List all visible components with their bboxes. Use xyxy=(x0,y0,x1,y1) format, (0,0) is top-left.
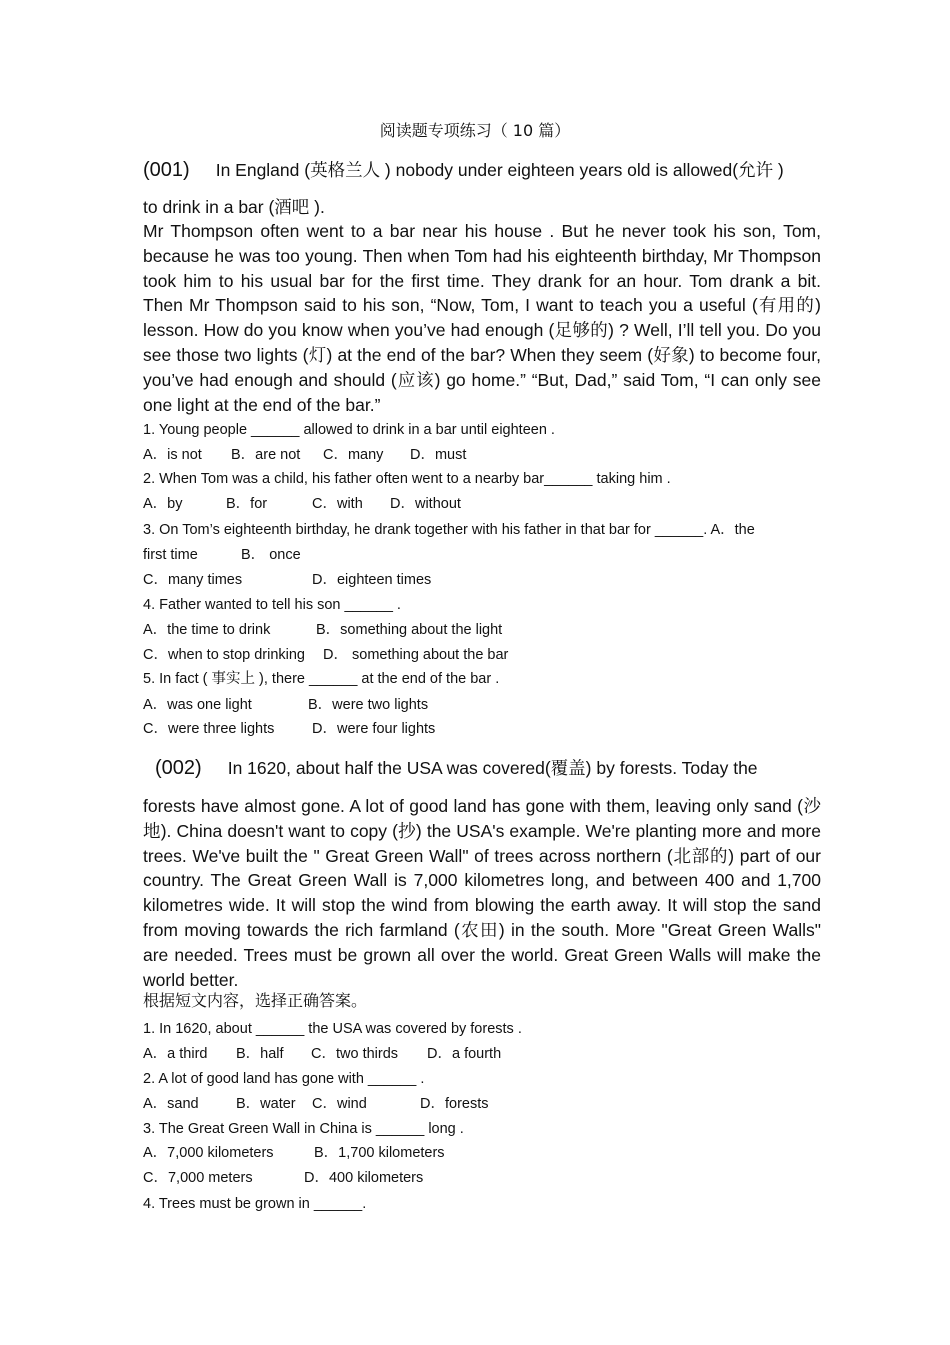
passage-2-instruction: 根据短文内容，选择正确答案。 xyxy=(143,991,368,1010)
p2-q3-options-cd xyxy=(143,1169,423,1187)
p2-q3-opt-c: C．7,000 meters xyxy=(143,1170,253,1186)
p1-q1-options xyxy=(143,446,466,464)
p1-q4-opt-b: B．something about the light xyxy=(316,622,503,638)
p1-q3-line2 xyxy=(143,546,301,564)
p1-q5-options-cd xyxy=(143,720,435,738)
p2-q2-options xyxy=(143,1095,489,1113)
p2-q1-opt-d: D．a fourth xyxy=(427,1046,502,1062)
p1-q2-opt-b: B．for xyxy=(226,496,268,512)
p1-q2-opt-c: C．with xyxy=(312,496,363,512)
p1-q1-opt-c: C．many xyxy=(323,447,384,463)
p1-q5-opt-c: C．were three lights xyxy=(143,721,275,737)
passage-2-body xyxy=(143,794,821,992)
passage-2-header xyxy=(155,756,835,781)
p2-question-1: 1. In 1620, about ______ the USA was covered by forests . xyxy=(143,1021,522,1037)
p1-q5-opt-a: A．was one light xyxy=(143,697,252,713)
p1-q4-options-cd xyxy=(143,646,508,664)
p2-question-2: 2. A lot of good land has gone with ______ . xyxy=(143,1071,425,1087)
p1-q4-opt-d: D． something about the bar xyxy=(323,647,509,663)
p1-question-3: 3. On Tom’s eighteenth birthday, he drank together with his father in that bar for ______. A．the xyxy=(143,522,755,538)
p2-q3-options-ab xyxy=(143,1144,445,1162)
p2-q3-opt-a: A．7,000 kilometers xyxy=(143,1145,274,1161)
p1-q2-opt-d: D．without xyxy=(390,496,461,512)
p2-q1-opt-a: A．a third xyxy=(143,1046,208,1062)
p1-question-5: 5. In fact ( 事实上 ), there ______ at the end of the bar . xyxy=(143,671,500,687)
passage-1-line2: to drink in a bar (酒吧 ). xyxy=(143,197,325,217)
p2-q1-opt-c: C．two thirds xyxy=(311,1046,399,1062)
p1-q5-opt-b: B．were two lights xyxy=(308,697,429,713)
p2-q3-opt-b: B．1,700 kilometers xyxy=(314,1145,445,1161)
p2-q2-opt-d: D．forests xyxy=(420,1096,489,1112)
p1-question-4: 4. Father wanted to tell his son ______ . xyxy=(143,597,401,613)
p1-q3-opt-b: B． once xyxy=(241,547,301,563)
p1-q1-opt-d: D．must xyxy=(410,447,467,463)
p1-question-2: 2. When Tom was a child, his father often went to a nearby bar______ taking him . xyxy=(143,471,671,487)
p1-q4-options-ab xyxy=(143,621,502,639)
p1-q2-options xyxy=(143,495,461,513)
p1-q1-opt-a: A．is not xyxy=(143,447,202,463)
p1-q3-opt-a-cont: first time xyxy=(143,547,198,563)
p2-q2-opt-a: A．sand xyxy=(143,1096,199,1112)
p2-q2-opt-b: B．water xyxy=(236,1096,296,1112)
p1-q4-opt-a: A．the time to drink xyxy=(143,622,271,638)
p1-q5-opt-d: D．were four lights xyxy=(312,721,436,737)
passage-2-number: (002) xyxy=(155,757,202,779)
p1-question-1: 1. Young people ______ allowed to drink in a bar until eighteen . xyxy=(143,422,555,438)
page-title: 阅读题专项练习（ 10 篇） xyxy=(379,121,571,140)
passage-2-first-line: In 1620, about half the USA was covered(覆盖) by forests. Today the xyxy=(227,758,758,778)
passage-1-body xyxy=(143,219,821,417)
p1-q1-opt-b: B．are not xyxy=(231,447,301,463)
passage-2-text: forests have almost gone. A lot of good land has gone with them, leaving only sand (沙地). China doesn't want to copy (抄) the USA's example. We're planting more and more trees. We've built the " Great Green Wall" of trees across northern (北部的) part of our country. The Great Green Wall is 7,000 kilometres long, and between 400 and 1,700 kilometres wide. It will stop the wind from blowing the earth away. It will stop the sand from moving towards the rich farmland (农田) in the south. More "Great Green Walls" are needed. Trees must be grown all over the world. Great Green Walls will make the world better. xyxy=(143,796,821,990)
p2-q2-opt-c: C．wind xyxy=(312,1096,367,1112)
p1-q2-opt-a: A．by xyxy=(143,496,183,512)
p2-q1-opt-b: B．half xyxy=(236,1046,284,1062)
p1-q5-options-ab xyxy=(143,696,428,714)
p1-q4-opt-c: C．when to stop drinking xyxy=(143,647,305,663)
p2-question-4: 4. Trees must be grown in ______. xyxy=(143,1196,367,1212)
passage-1-number: (001) xyxy=(143,159,190,181)
passage-1-text: Mr Thompson often went to a bar near his house . But he never took his son, Tom, because he was too young. Then when Tom had his eighteenth birthday, Mr Thompson took him to his usual bar for the first time. They drank for an hour. Tom drank a bit. Then Mr Thompson said to his son, “Now, Tom, I want to teach you a useful (有用的) lesson. How do you know when you’ve had enough (足够的) ? Well, I’ll tell you. Do you see those two lights (灯) at the end of the bar? When they seem (好象) to become four, you’ve had enough and should (应该) go home.” “But, Dad,” said Tom, “I can only see one light at the end of the bar.” xyxy=(143,221,821,415)
p2-q3-opt-d: D．400 kilometers xyxy=(304,1170,424,1186)
p1-q3-opt-c: C．many times xyxy=(143,572,243,588)
p1-q3-opt-d: D．eighteen times xyxy=(312,572,432,588)
p2-question-3: 3. The Great Green Wall in China is ______ long . xyxy=(143,1121,464,1137)
p1-q3-options xyxy=(143,571,431,589)
passage-1-header xyxy=(143,158,823,183)
passage-1-first-line: In England (英格兰人 ) nobody under eighteen years old is allowed(允许 ) xyxy=(215,160,784,180)
p2-q1-options xyxy=(143,1045,501,1063)
